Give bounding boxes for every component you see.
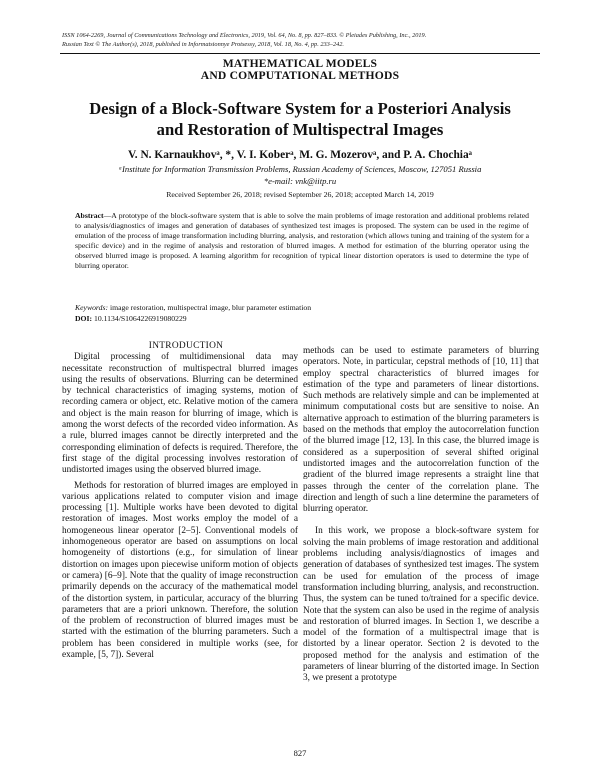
- article-title: [60, 98, 540, 140]
- abstract: [75, 211, 529, 271]
- doi-label: DOI:: [75, 314, 93, 323]
- keywords-label: Keywords:: [75, 303, 109, 312]
- corresponding-email: *e-mail: vnk@iitp.ru: [263, 176, 337, 186]
- journal-citation-line: ISSN 1064-2269, Journal of Communications Technology and Electronics, 2019, Vol. 64, No. 8, pp. 827–833. © Pleiades Publishing, Inc., 2019.: [62, 32, 427, 39]
- paragraph: methods can be used to estimate parameters of blurring operators. Note, in particular, cepstral methods of [10, 11] that employ spectral characteristics of blurred images for estimation of the type and parameters of linear distortions. Such methods are relatively simple and can be implemented at minimum computational costs but are sensitive to noise. An alternative approach to estimation of the blurring parameters is based on the methods that employ the autocorrelation function of the blurred image [12, 13]. In this case, the blurred image is considered as a superposition of several shifted original undistorted images and the autocorrelation function of the gradient of the blurred image represents a straight line that passes through the center of the correlation plane. The direction and length of such a line determine the parameters of blurring operator.: [303, 346, 539, 515]
- introduction-heading: INTRODUCTION: [148, 341, 224, 351]
- keywords-text: image restoration, multispectral image, blur parameter estimation: [109, 303, 312, 312]
- title-line-1: Design of a Block-Software System for a Posteriori Analysis: [89, 99, 511, 118]
- left-column: [62, 341, 298, 661]
- title-line-2: and Restoration of Multispectral Images: [156, 120, 444, 139]
- paragraph: In this work, we propose a block-software system for solving the main problems of image restoration and additional problems including analysis/diagnostics of images and generation of databases of synthesized test images. The system can be used for emulation of the process of image transformation including blurring, analysis, and reconstruction. Thus, the system can be tuned to/trained for a specific device. Note that the system can also be used in the regime of analysis and restoration of blurred images. In Section 1, we describe a model of the formation of a multispectral image that is distorted by a linear operator. Section 2 is devoted to the proposed method for the analysis and estimation of the parameters of linear blurring of the distorted image. In Section 3, we present a prototype: [303, 526, 539, 684]
- keywords: [75, 303, 529, 313]
- paragraph: Digital processing of multidimensional data may necessitate reconstruction of multispectral blurred images using the results of observations. Blurring can be determined by technical characteristics of imaging systems, motion of recording camera or object, etc. Relative motion of the camera and object is the main reason for blurring of image, which is among the worst defects of the recorded video information. As a rule, blurred images cannot be directly interpreted and the corresponding elimination of defects is required. Therefore, the first stage of the digital processing involves restoration of undistorted images using the observed blurred image.: [62, 352, 298, 476]
- abstract-label: Abstract: [75, 211, 104, 220]
- section-heading-line-2: AND COMPUTATIONAL METHODS: [200, 69, 400, 82]
- page-number: 827: [293, 748, 307, 758]
- author-list: V. N. Karnaukhovᵃ, *, V. I. Koberᵃ, M. G. Mozerovᵃ, and P. A. Chochiaᵃ: [128, 149, 472, 161]
- section-heading-line-1: MATHEMATICAL MODELS: [222, 57, 378, 70]
- received-dates: Received September 26, 2018; revised September 26, 2018; accepted March 14, 2019: [166, 190, 434, 199]
- right-column: [303, 346, 539, 685]
- top-rule: [60, 53, 540, 54]
- doi-value: 10.1134/S1064226919080229: [94, 314, 187, 323]
- affiliation: ᵃInstitute for Information Transmission Problems, Russian Academy of Sciences, Moscow, 127051 Russia: [118, 164, 482, 174]
- paragraph: Methods for restoration of blurred images are employed in various applications related to computer vision and image processing [1]. Multiple works have been devoted to digital restoration of images. Most works employ the model of a homogeneous linear operator [2–5]. Conventional models of inhomogeneous operator are based on assumptions on local homogeneity of distortions (e.g., for simulation of linear distortion on images upon piecewise uniform motion of objects or camera) [6–9]. Note that the quality of image reconstruction primarily depends on the accuracy of the mathematical model of the distortion system, in particular, accuracy of the blurring parameters that are a priori unknown. Therefore, the solution of the problem of reconstruction of blurred images must be started with the estimation of the blurring parameters. Such a problem has been considered in multiple works (see, for example, [5, 7]). Several: [62, 480, 298, 661]
- doi: [75, 314, 529, 324]
- abstract-text: —A prototype of the block-software system that is able to solve the main problems of image restoration and additional problems related to analysis/diagnostics of images and generation of databases of synthesized test images is proposed. The system can be used in the regime of emulation of the process of image transformation including blurring, analysis, and restoration (which allows tuning and training of the system for a specific device) and in the regime of analysis and restoration of blurred images. A method for estimation of the blurring operator using the observed blurred image is proposed. A learning algorithm for recognition of typical linear distortion operators is used to determine the type of blurring operator.: [75, 211, 529, 271]
- russian-text-citation-line: Russian Text © The Author(s), 2018, published in Informatsionnye Protsessy, 2018, Vol. 18, No. 4, pp. 233–242.: [62, 41, 344, 48]
